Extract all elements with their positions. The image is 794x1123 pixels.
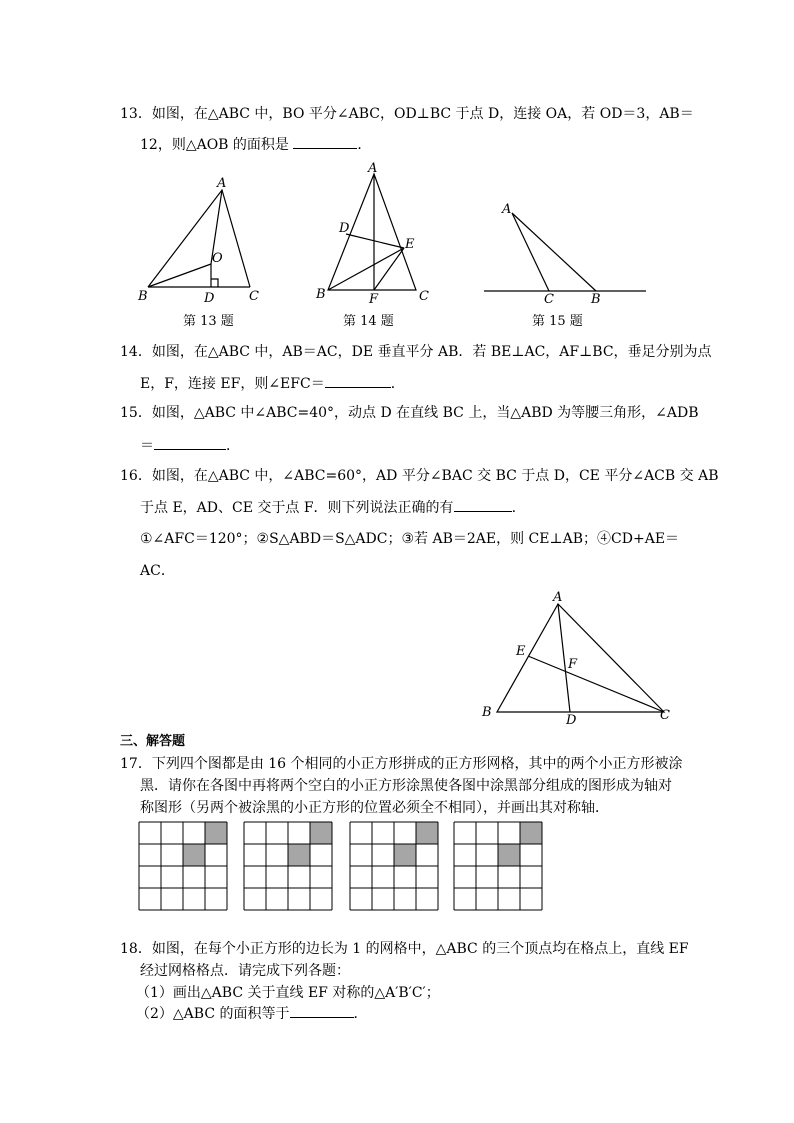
fig16-label-f: F [568,657,578,672]
fig15-label-c: C [544,292,554,307]
q15-line2-text: ＝ [140,438,154,454]
q15-answer-blank[interactable] [154,435,226,450]
shaded-cell [498,844,520,866]
q17-grid-2[interactable] [244,822,332,910]
q18-tail: ． [353,1006,368,1022]
q18-line2: 经过网格格点．请完成下列各题： [140,963,350,979]
q15-line1: 15．如图，△ABC 中∠ABC=40°，动点 D 在直线 BC 上，当△ABD 为等腰三角形，∠ADB [120,405,699,421]
fig14-label-d: D [339,221,350,236]
fig14-label-a: A [368,161,378,176]
q17-grid-1[interactable] [139,822,227,910]
q13-line1: 13．如图，在△ABC 中，BO 平分∠ABC，OD⊥BC 于点 D，连接 OA，若 OD＝3，AB＝ [120,106,694,122]
q17-line2: 黑．请你在各图中再将两个空白的小正方形涂黑使各图中涂黑部分组成的图形成为轴对 [140,778,672,794]
q13-tail: ． [357,137,372,153]
shaded-cell [394,844,416,866]
figure-13 [148,190,250,287]
fig13-label-a: A [217,176,227,191]
q16-tail: . [511,500,517,516]
q17-line1: 17．下列四个图都是由 16 个相同的小正方形拼成的正方形网格，其中的两个小正方形被涂 [120,756,683,772]
q16-line2 [140,497,516,517]
q17-grid-3[interactable] [350,822,438,910]
q17-grids [139,822,542,910]
q14-line2-text: E，F，连接 EF，则∠EFC＝ [140,376,325,392]
fig13-triangle-sides [148,190,250,287]
fig13-label-d: D [204,291,215,306]
q18-sub2 [136,1003,368,1023]
q17-line3: 称图形（另两个被涂黑的小正方形的位置必须全不相同），并画出其对称轴． [140,800,609,816]
fig14-segment-be [328,248,404,290]
fig13-label-o: O [212,251,223,266]
q14-line2 [140,373,405,393]
shaded-cell [310,822,332,844]
section-3-title: 三、解答题 [120,734,186,749]
fig16-label-c: C [660,708,670,723]
q17-grid-4[interactable] [454,822,542,910]
fig15-label-b: B [591,292,601,307]
q16-answer-blank[interactable] [454,497,512,512]
q14-answer-blank[interactable] [325,373,391,388]
q16-line1: 16．如图，在△ABC 中，∠ABC=60°，AD 平分∠BAC 交 BC 于点 D，CE 平分∠ACB 交 AB [120,468,719,484]
shaded-cell [520,822,542,844]
fig14-label-f: F [369,292,379,307]
fig14-segment-de [346,234,404,248]
q18-sub1: （1）画出△ABC 关于直线 EF 对称的△A′B′C′； [136,985,440,1001]
fig13-label-b: B [138,289,148,304]
shaded-cell [183,844,205,866]
fig15-label-a: A [502,202,512,217]
fig14-label-e: E [405,237,415,252]
fig16-label-b: B [482,705,492,720]
q14-line1: 14．如图，在△ABC 中，AB＝AC，DE 垂直平分 AB．若 BE⊥AC，AF⊥BC，垂足分别为点 [120,344,712,360]
q18-line1: 18．如图，在每个小正方形的边长为 1 的网格中，△ABC 的三个顶点均在格点上，直线 EF [120,941,689,957]
q18-sub2-text: （2）△ABC 的面积等于 [136,1006,290,1022]
fig16-label-d: D [566,713,577,728]
fig14-caption: 第 14 题 [343,314,394,329]
q16-line2-text: 于点 E，AD、CE 交于点 F．则下列说法正确的有 [140,500,454,516]
fig15-segment-ac [512,213,549,291]
fig13-right-angle-mark [211,279,218,287]
fig13-label-c: C [249,289,259,304]
fig14-segment-fe [374,248,404,290]
q15-tail: ． [226,438,240,454]
shaded-cell [416,822,438,844]
q18-answer-blank[interactable] [290,1003,354,1018]
q16-line4: AC． [140,563,175,579]
fig16-label-e: E [516,644,526,659]
fig13-caption: 第 13 题 [183,314,234,329]
q13-line2-text: 12，则△AOB 的面积是 [140,137,289,153]
figure-15 [484,213,646,291]
shaded-cell [205,822,227,844]
fig15-caption: 第 15 题 [532,314,583,329]
fig16-label-a: A [553,590,563,605]
q14-tail: ． [390,376,405,392]
q15-line2 [140,435,240,455]
fig16-segment-ce [528,656,664,712]
shaded-cell [288,844,310,866]
fig15-segment-ab [512,213,596,291]
fig14-label-b: B [316,287,326,302]
fig14-label-c: C [419,289,429,304]
q16-line3: ①∠AFC＝120°；②S△ABD＝S△ADC；③若 AB＝2AE，则 CE⊥AB；④CD+AE＝ [140,531,680,547]
